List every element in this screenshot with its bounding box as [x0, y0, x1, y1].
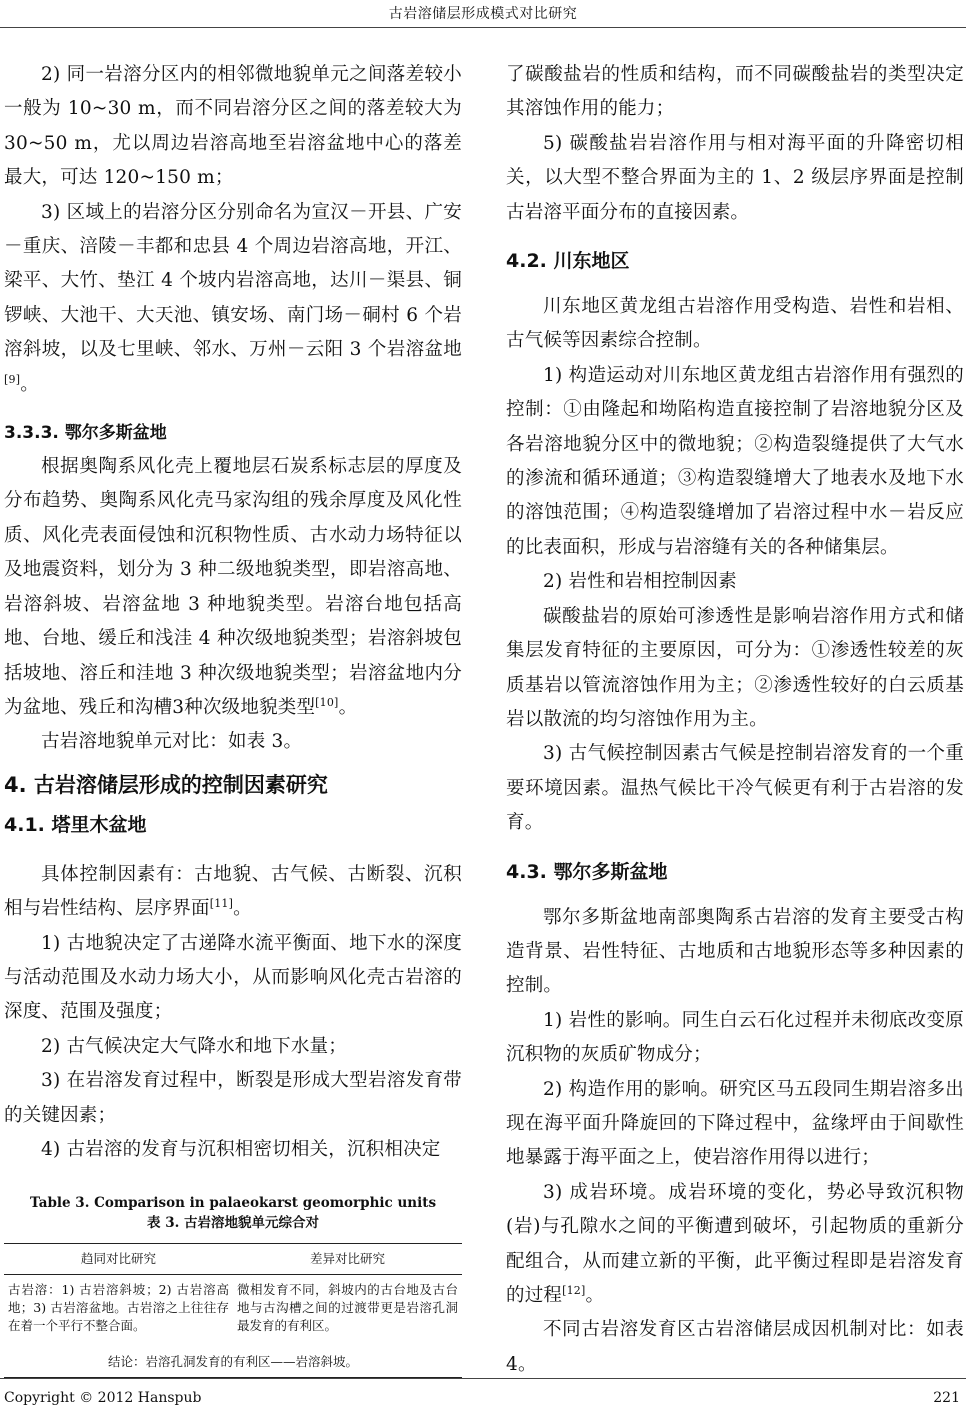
paragraph: 2) 同一岩溶分区内的相邻微地貌单元之间落差较小一般为 10~30 m，而不同岩溶分区之间的落差较大为 30~50 m，尤以周边岩溶高地至岩溶盆地中心的落差最大，可达 120~150 m；	[4, 64, 462, 189]
paragraph: 2) 岩性和岩相控制因素	[543, 571, 737, 593]
table-3	[4, 1193, 462, 1378]
comparison-table	[4, 1243, 462, 1378]
right-column	[506, 58, 964, 1382]
paragraph: 鄂尔多斯盆地南部奥陶系古岩溶的发育主要受古构造背景、岩性特征、古地质和古地貌形态等多种因素的控制。	[506, 906, 964, 997]
paragraph: 碳酸盐岩的原始可渗透性是影响岩溶作用方式和储集层发育特征的主要原因，可分为：①渗透性较差的灰质基岩以管流溶蚀作用为主；②渗透性较好的白云质基岩以散流的均匀溶蚀作用为主。	[506, 605, 964, 730]
paragraph: 5) 碳酸盐岩岩溶作用与相对海平面的升降密切相关，以大型不整合界面为主的 1、2 级层序界面是控制古岩溶平面分布的直接因素。	[506, 132, 964, 223]
paragraph: 1) 古地貌决定了古递降水流平衡面、地下水的深度与活动范围及水动力场大小，从而影响风化壳古岩溶的深度、范围及强度；	[4, 932, 462, 1023]
section-heading-4: 4. 古岩溶储层形成的控制因素研究	[4, 772, 328, 797]
running-header: 古岩溶储层形成模式对比研究	[388, 6, 578, 22]
footer-rule	[0, 1378, 966, 1379]
section-heading-4-1: 4.1. 塔里木盆地	[4, 813, 147, 836]
paragraph: 3) 古气候控制因素古气候是控制岩溶发育的一个重要环境因素。温热气候比干冷气候更有利于古岩溶的发育。	[506, 743, 964, 834]
table-header: 差异对比研究	[233, 1244, 462, 1275]
paragraph: 3) 在岩溶发育过程中，断裂是形成大型岩溶发育带的关键因素；	[4, 1070, 462, 1126]
left-column	[4, 58, 462, 1378]
paragraph: 3) 区域上的岩溶分区分别命名为宣汉－开县、广安－重庆、涪陵－丰都和忠县 4 个周边岩溶高地，开江、梁平、大竹、垫江 4 个坡内岩溶高地，达川－渠县、铜锣峡、大池干、大天池、镇安场、南门场－硐村 6 个岩溶斜坡，以及七里峡、邻水、万州－云阳 3 个岩溶盆地[9]。	[4, 201, 462, 395]
citation: [9]	[4, 372, 21, 386]
citation: [10]	[315, 695, 339, 709]
paragraph: 4) 古岩溶的发育与沉积相密切相关，沉积相决定	[41, 1138, 441, 1160]
section-heading-4-2: 4.2. 川东地区	[506, 250, 630, 273]
paragraph: 2) 古气候决定大气降水和地下水量；	[41, 1035, 347, 1057]
table-cell: 微相发育不同，斜坡内的古台地及古台地与古沟槽之间的过渡带更是岩溶孔洞最发育的有利区。	[237, 1282, 458, 1334]
section-heading-4-3: 4.3. 鄂尔多斯盆地	[506, 860, 668, 883]
paragraph: 古岩溶地貌单元对比：如表 3。	[41, 731, 303, 753]
paragraph: 3) 成岩环境。成岩环境的变化，势必导致沉积物(岩)与孔隙水之间的平衡遭到破坏，引起物质的重新分配组合，从而建立新的平衡，此平衡过程即是岩溶发育的过程[12]。	[506, 1181, 964, 1306]
paragraph: 1) 构造运动对川东地区黄龙组古岩溶作用有强烈的控制：①由隆起和坳陷构造直接控制了岩溶地貌分区及各岩溶地貌分区中的微地貌；②构造裂缝提供了大气水的渗流和循环通道；③构造裂缝增大了地表水及地下水的溶蚀范围；④构造裂缝增加了岩溶过程中水－岩反应的比表面积，形成与岩溶缝有关的各种储集层。	[506, 364, 964, 558]
paragraph: 不同古岩溶发育区古岩溶储层成因机制对比：如表 4。	[506, 1319, 964, 1375]
copyright-notice: Copyright © 2012 Hanspub	[4, 1390, 202, 1406]
table-caption-en: Table 3. Comparison in palaeokarst geomorphic units	[29, 1195, 437, 1212]
table-row	[4, 1341, 462, 1378]
paragraph: 根据奥陶系风化壳上覆地层石炭系标志层的厚度及分布趋势、奥陶系风化壳马家沟组的残余厚度及风化性质、风化壳表面侵蚀和沉积物性质、古水动力场特征以及地震资料，划分为 3 种二级地貌类型，即岩溶高地、岩溶斜坡、岩溶盆地 3 种地貌类型。岩溶台地包括高地、台地、缓丘和浅洼 4 种次级地貌类型；岩溶斜坡包括坡地、溶丘和洼地 3 种次级地貌类型；岩溶盆地内分为盆地、残丘和沟槽3种次级地貌类型[10]。	[4, 456, 462, 718]
paragraph: 具体控制因素有：古地貌、古气候、古断裂、沉积相与岩性结构、层序界面[11]。	[4, 863, 462, 920]
citation: [12]	[562, 1283, 586, 1297]
table-cell: 古岩溶：1) 古岩溶斜坡；2) 古岩溶高地；3) 古岩溶盆地。古岩溶之上往往存在着一个平行不整合面。	[8, 1282, 229, 1334]
section-heading-3-3-3: 3.3.3. 鄂尔多斯盆地	[4, 423, 167, 444]
paragraph: 2) 构造作用的影响。研究区马五段同生期岩溶多出现在海平面升降旋回的下降过程中，盆缘坪由于间歇性地暴露于海平面之上，使岩溶作用得以进行；	[506, 1078, 964, 1169]
table-conclusion: 结论：岩溶孔洞发育的有利区——岩溶斜坡。	[4, 1341, 462, 1378]
paragraph: 1) 岩性的影响。同生白云石化过程并未彻底改变原沉积物的灰质矿物成分；	[506, 1009, 964, 1066]
header-rule	[0, 27, 966, 28]
citation: [11]	[209, 896, 234, 910]
table-row	[4, 1275, 462, 1342]
paragraph: 川东地区黄龙组古岩溶作用受构造、岩性和岩相、古气候等因素综合控制。	[506, 296, 964, 352]
table-caption-cn: 表 3. 古岩溶地貌单元综合对	[147, 1215, 319, 1232]
page-number: 221	[933, 1390, 960, 1406]
table-header: 趋同对比研究	[4, 1244, 233, 1275]
paragraph: 了碳酸盐岩的性质和结构，而不同碳酸盐岩的类型决定其溶蚀作用的能力；	[506, 64, 964, 120]
